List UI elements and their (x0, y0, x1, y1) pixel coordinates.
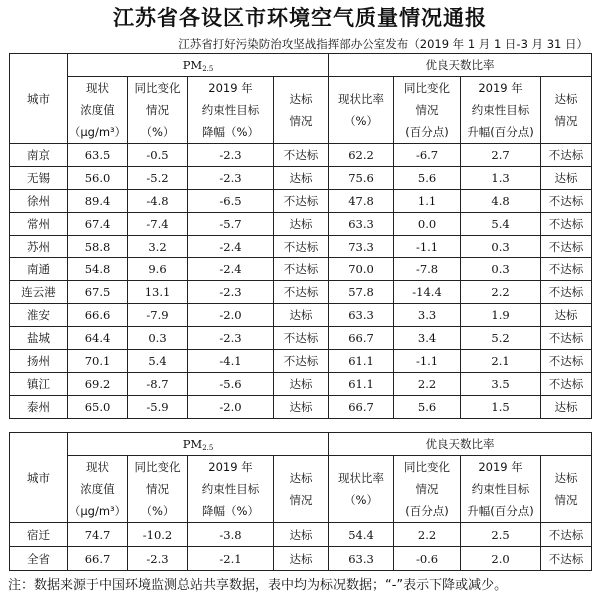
pm25-compliance-cell: 不达标 (274, 258, 329, 281)
pm25-current-cell: 74.7 (68, 523, 128, 547)
good-rate-target-cell: 5.4 (461, 212, 541, 235)
pm25-current-cell: 65.0 (68, 395, 128, 418)
header-line: 同比变化 (404, 81, 451, 95)
header-line: 同比变化 (134, 81, 181, 95)
good-rate-current-header (329, 456, 394, 523)
pm25-label: PM (182, 57, 203, 72)
good-rate-current-cell: 61.1 (329, 350, 394, 373)
header-line: （μg/m³） (68, 125, 127, 139)
pm25-change-header (128, 456, 188, 523)
good-rate-change-cell: 3.4 (394, 327, 461, 350)
pm25-change-cell: 0.3 (128, 327, 188, 350)
header-line: （%） (344, 114, 378, 128)
pm25-target-cell: -2.0 (188, 304, 274, 327)
good-rate-change-cell: 5.6 (394, 166, 461, 189)
good-rate-change-header (394, 456, 461, 523)
table-row (10, 258, 592, 281)
pm25-compliance-cell: 达标 (274, 212, 329, 235)
city-cell: 常州 (10, 212, 68, 235)
report-subtitle: 江苏省打好污染防治攻坚战指挥部办公室发布（2019 年 1 月 1 日-3 月 31 日） (178, 37, 588, 51)
pm25-compliance-cell: 不达标 (274, 327, 329, 350)
city-cell: 南通 (10, 258, 68, 281)
pm25-compliance-cell: 达标 (274, 395, 329, 418)
pm25-compliance-cell: 达标 (274, 523, 329, 547)
good-rate-compliance-cell: 不达标 (541, 350, 592, 373)
city-cell: 全省 (10, 547, 68, 571)
header-line: 降幅（%） (202, 504, 259, 518)
header-line: 2019 年 (478, 460, 523, 474)
pm25-compliance-cell: 达标 (274, 166, 329, 189)
header-line: 现状比率 (338, 92, 385, 106)
table-row (10, 189, 592, 212)
pm25-target-header (188, 77, 274, 144)
pm25-target-cell: -3.8 (188, 523, 274, 547)
pm25-target-cell: -2.3 (188, 166, 274, 189)
good-rate-current-cell: 63.3 (329, 304, 394, 327)
pm25-target-cell: -2.3 (188, 144, 274, 167)
pm25-current-cell: 63.5 (68, 144, 128, 167)
good-rate-current-cell: 63.3 (329, 547, 394, 571)
good-rate-compliance-cell: 不达标 (541, 144, 592, 167)
city-cell: 徐州 (10, 189, 68, 212)
pm25-target-cell: -5.7 (188, 212, 274, 235)
good-rate-target-cell: 4.8 (461, 189, 541, 212)
pm25-change-cell: -5.2 (128, 166, 188, 189)
good-rate-change-cell: -0.6 (394, 547, 461, 571)
air-quality-table-main (9, 53, 592, 419)
pm25-compliance-cell: 不达标 (274, 235, 329, 258)
city-cell: 宿迁 (10, 523, 68, 547)
good-rate-compliance-cell: 不达标 (541, 281, 592, 304)
pm25-current-cell: 69.2 (68, 372, 128, 395)
header-line: (百分点) (405, 504, 449, 518)
good-rate-target-cell: 3.5 (461, 372, 541, 395)
city-cell: 连云港 (10, 281, 68, 304)
header-line: 升幅(百分点) (467, 125, 534, 139)
header-line: 2019 年 (208, 81, 253, 95)
good-rate-current-cell: 54.4 (329, 523, 394, 547)
good-rate-current-header (329, 77, 394, 144)
good-rate-target-cell: 1.5 (461, 395, 541, 418)
good-rate-compliance-cell: 不达标 (541, 372, 592, 395)
header-line: 达标 (289, 92, 313, 106)
good-rate-change-cell: 3.3 (394, 304, 461, 327)
header-line: 现状 (86, 81, 109, 95)
pm25-compliance-header (274, 77, 329, 144)
header-line: 情况 (554, 493, 578, 507)
good-rate-target-cell: 2.7 (461, 144, 541, 167)
good-rate-current-cell: 66.7 (329, 395, 394, 418)
good-rate-compliance-cell: 不达标 (541, 547, 592, 571)
pm25-change-cell: -5.9 (128, 395, 188, 418)
pm25-current-header (68, 456, 128, 523)
good-rate-target-cell: 2.2 (461, 281, 541, 304)
good-rate-compliance-cell: 不达标 (541, 327, 592, 350)
city-cell: 苏州 (10, 235, 68, 258)
pm25-change-cell: -4.8 (128, 189, 188, 212)
city-cell: 扬州 (10, 350, 68, 373)
good-rate-compliance-cell: 不达标 (541, 212, 592, 235)
city-column-header: 城市 (10, 433, 68, 523)
pm25-current-cell: 67.5 (68, 281, 128, 304)
header-row-sections (10, 433, 592, 456)
good-rate-change-cell: -14.4 (394, 281, 461, 304)
good-rate-current-cell: 66.7 (329, 327, 394, 350)
table-row (10, 395, 592, 418)
good-rate-change-cell: 5.6 (394, 395, 461, 418)
good-rate-target-cell: 1.3 (461, 166, 541, 189)
good-rate-change-cell: -7.8 (394, 258, 461, 281)
good-rate-change-cell: 2.2 (394, 372, 461, 395)
pm25-compliance-cell: 达标 (274, 372, 329, 395)
good-rate-current-cell: 63.3 (329, 212, 394, 235)
header-line: 升幅(百分点) (467, 504, 534, 518)
pm25-current-cell: 89.4 (68, 189, 128, 212)
good-rate-change-cell: 0.0 (394, 212, 461, 235)
header-line: 约束性目标 (201, 482, 260, 496)
good-rate-compliance-cell: 不达标 (541, 523, 592, 547)
table-row (10, 166, 592, 189)
header-line: （%） (140, 125, 175, 139)
pm25-change-cell: -8.7 (128, 372, 188, 395)
pm25-current-cell: 64.4 (68, 327, 128, 350)
header-line: 达标 (554, 92, 578, 106)
pm25-target-cell: -2.3 (188, 281, 274, 304)
pm25-change-cell: 9.6 (128, 258, 188, 281)
air-quality-table-supplement (9, 432, 592, 571)
good-rate-current-cell: 73.3 (329, 235, 394, 258)
city-cell: 淮安 (10, 304, 68, 327)
pm25-section-header (68, 433, 329, 456)
header-line: 情况 (289, 114, 313, 128)
pm25-current-cell: 67.4 (68, 212, 128, 235)
pm25-change-cell: -7.9 (128, 304, 188, 327)
good-rate-compliance-header (541, 456, 592, 523)
city-cell: 镇江 (10, 372, 68, 395)
table-row (10, 547, 592, 571)
pm25-target-cell: -6.5 (188, 189, 274, 212)
header-line: 2019 年 (478, 81, 523, 95)
table-row (10, 281, 592, 304)
good-rate-target-cell: 5.2 (461, 327, 541, 350)
good-rate-target-cell: 0.3 (461, 235, 541, 258)
good-rate-change-cell: 1.1 (394, 189, 461, 212)
report-title: 江苏省各设区市环境空气质量情况通报 (113, 6, 487, 30)
good-rate-change-cell: -6.7 (394, 144, 461, 167)
good-rate-compliance-cell: 不达标 (541, 235, 592, 258)
header-line: 情况 (146, 103, 169, 117)
good-rate-change-header (394, 77, 461, 144)
header-line: 2019 年 (208, 460, 253, 474)
header-line: 情况 (146, 482, 169, 496)
table-row (10, 350, 592, 373)
table-row (10, 523, 592, 547)
header-line: 约束性目标 (471, 482, 530, 496)
pm25-target-cell: -2.0 (188, 395, 274, 418)
pm25-current-cell: 56.0 (68, 166, 128, 189)
good-rate-current-cell: 70.0 (329, 258, 394, 281)
good-days-section-header: 优良天数比率 (329, 433, 592, 456)
city-cell: 无锡 (10, 166, 68, 189)
pm25-compliance-cell: 不达标 (274, 350, 329, 373)
header-line: 同比变化 (134, 460, 181, 474)
table-row (10, 327, 592, 350)
pm25-change-cell: 5.4 (128, 350, 188, 373)
pm25-current-header (68, 77, 128, 144)
pm25-target-header (188, 456, 274, 523)
pm25-current-cell: 58.8 (68, 235, 128, 258)
header-line: 情况 (415, 103, 439, 117)
pm25-target-cell: -2.4 (188, 235, 274, 258)
header-line: 同比变化 (404, 460, 451, 474)
pm25-current-cell: 54.8 (68, 258, 128, 281)
good-rate-target-cell: 2.0 (461, 547, 541, 571)
pm25-subscript: 2.5 (202, 443, 214, 452)
pm25-current-cell: 66.6 (68, 304, 128, 327)
good-rate-target-cell: 0.3 (461, 258, 541, 281)
pm25-change-cell: -2.3 (128, 547, 188, 571)
header-row-columns (10, 77, 592, 144)
good-rate-compliance-cell: 达标 (541, 395, 592, 418)
header-line: 情况 (289, 493, 313, 507)
pm25-change-header (128, 77, 188, 144)
footnote: 注：数据来源于中国环境监测总站共享数据，表中均为标况数据；“-”表示下降或减少。 (8, 578, 508, 593)
good-rate-compliance-header (541, 77, 592, 144)
good-rate-change-cell: -1.1 (394, 350, 461, 373)
pm25-current-cell: 70.1 (68, 350, 128, 373)
header-line: (百分点) (405, 125, 449, 139)
pm25-target-cell: -5.6 (188, 372, 274, 395)
good-rate-current-cell: 75.6 (329, 166, 394, 189)
pm25-change-cell: -10.2 (128, 523, 188, 547)
good-rate-compliance-cell: 达标 (541, 166, 592, 189)
pm25-compliance-cell: 不达标 (274, 144, 329, 167)
pm25-change-cell: 3.2 (128, 235, 188, 258)
header-line: 现状 (86, 460, 109, 474)
pm25-change-cell: -7.4 (128, 212, 188, 235)
header-line: 浓度值 (80, 103, 115, 117)
pm25-target-cell: -2.1 (188, 547, 274, 571)
city-column-header: 城市 (10, 54, 68, 144)
good-rate-current-cell: 47.8 (329, 189, 394, 212)
good-days-section-header: 优良天数比率 (329, 54, 592, 77)
pm25-compliance-cell: 达标 (274, 547, 329, 571)
header-line: （%） (344, 493, 378, 507)
good-rate-target-cell: 2.1 (461, 350, 541, 373)
header-line: 约束性目标 (201, 103, 260, 117)
header-line: 约束性目标 (471, 103, 530, 117)
good-rate-compliance-cell: 达标 (541, 304, 592, 327)
good-rate-current-cell: 62.2 (329, 144, 394, 167)
city-cell: 南京 (10, 144, 68, 167)
header-line: （%） (140, 504, 175, 518)
pm25-target-cell: -2.3 (188, 327, 274, 350)
header-line: 降幅（%） (202, 125, 259, 139)
header-line: 达标 (554, 471, 578, 485)
good-rate-change-cell: 2.2 (394, 523, 461, 547)
header-line: 达标 (289, 471, 313, 485)
good-rate-current-cell: 57.8 (329, 281, 394, 304)
pm25-change-cell: -0.5 (128, 144, 188, 167)
good-rate-change-cell: -1.1 (394, 235, 461, 258)
table-row (10, 304, 592, 327)
good-rate-compliance-cell: 不达标 (541, 189, 592, 212)
pm25-label: PM (182, 436, 203, 451)
pm25-compliance-cell: 达标 (274, 304, 329, 327)
header-line: 现状比率 (338, 471, 385, 485)
header-row-columns (10, 456, 592, 523)
pm25-subscript: 2.5 (202, 64, 214, 73)
good-rate-compliance-cell: 不达标 (541, 258, 592, 281)
good-rate-target-cell: 1.9 (461, 304, 541, 327)
pm25-change-cell: 13.1 (128, 281, 188, 304)
pm25-target-cell: -2.4 (188, 258, 274, 281)
header-row-sections (10, 54, 592, 77)
pm25-compliance-cell: 不达标 (274, 281, 329, 304)
pm25-target-cell: -4.1 (188, 350, 274, 373)
table-row (10, 372, 592, 395)
header-line: 浓度值 (80, 482, 115, 496)
good-rate-current-cell: 61.1 (329, 372, 394, 395)
city-cell: 盐城 (10, 327, 68, 350)
table-row (10, 235, 592, 258)
table-row (10, 212, 592, 235)
good-rate-target-header (461, 456, 541, 523)
good-rate-target-header (461, 77, 541, 144)
city-cell: 泰州 (10, 395, 68, 418)
header-line: （μg/m³） (68, 504, 127, 518)
table-row (10, 144, 592, 167)
good-rate-target-cell: 2.5 (461, 523, 541, 547)
header-line: 情况 (415, 482, 439, 496)
pm25-current-cell: 66.7 (68, 547, 128, 571)
pm25-compliance-header (274, 456, 329, 523)
pm25-compliance-cell: 不达标 (274, 189, 329, 212)
pm25-section-header (68, 54, 329, 77)
header-line: 情况 (554, 114, 578, 128)
